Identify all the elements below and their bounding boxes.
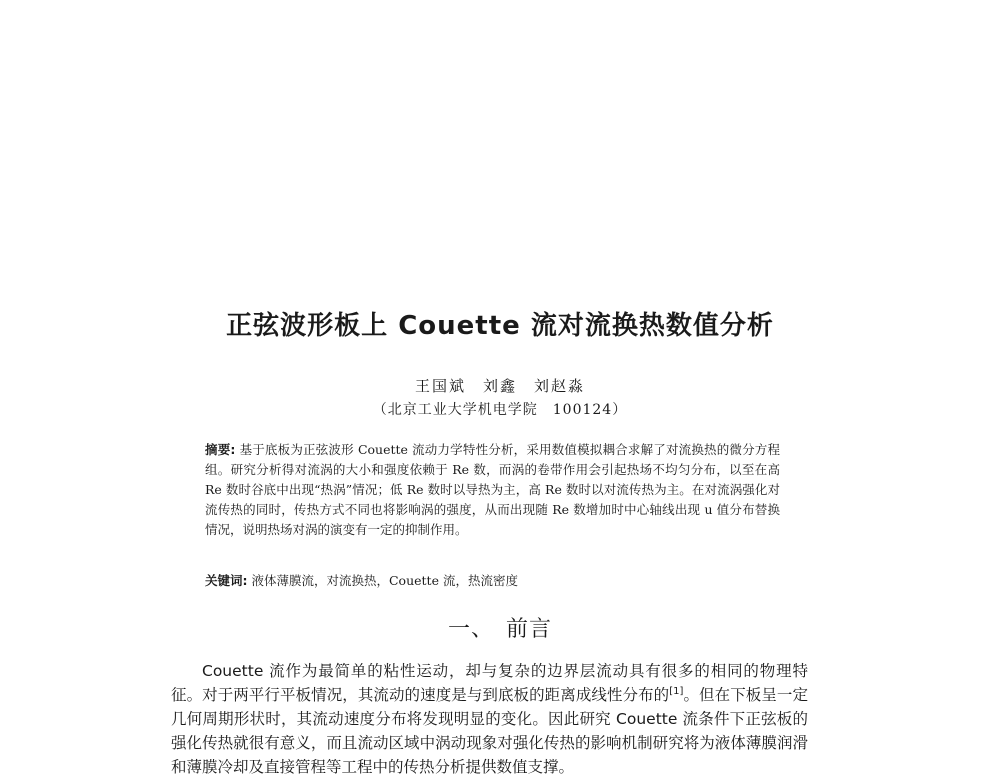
introduction-paragraph	[171, 659, 808, 779]
abstract	[205, 440, 780, 540]
section-heading-introduction: 一、 前言	[447, 617, 552, 642]
paper-authors: 王国斌 刘鑫 刘赵淼	[414, 377, 585, 395]
paper-title: 正弦波形板上 Couette 流对流换热数值分析	[226, 311, 774, 341]
citation-1: [1]	[669, 685, 684, 697]
keywords-label: 关键词:	[205, 573, 248, 588]
keywords	[205, 571, 780, 591]
abstract-label: 摘要:	[205, 442, 236, 457]
intro-text-part-2: 。但在下板呈一定几何周期形状时，其流动速度分布将发现明显的变化。因此研究 Couette 流条件下正弦板的强化传热就很有意义，而且流动区域中涡动现象对强化传热的影响机制研究将为液体薄膜润滑和薄膜冷却及直接管程等工程中的传热分析提供数值支撑。	[171, 686, 808, 776]
keywords-text: 液体薄膜流，对流换热，Couette 流，热流密度	[251, 573, 518, 588]
intro-text-part-1: Couette 流作为最简单的粘性运动，却与复杂的边界层流动具有很多的相同的物理特征。对于两平行平板情况，其流动的速度是与到底板的距离成线性分布的	[171, 662, 808, 704]
abstract-text: 基于底板为正弦波形 Couette 流动力学特性分析，采用数值模拟耦合求解了对流换热的微分方程组。研究分析得对流涡的大小和强度依赖于 Re 数，而涡的卷带作用会引起热场不均匀分布，以至在高 Re 数时谷底中出现“热涡”情况；低 Re 数时以导热为主，高 Re 数时以对流传热为主。在对流涡强化对流传热的同时，传热方式不同也将影响涡的强度，从而出现随 Re 数增加时中心轴线出现 u 值分布替换情况，说明热场对涡的演变有一定的抑制作用。	[205, 442, 780, 537]
author-affiliation: （北京工业大学机电学院 100124）	[372, 402, 628, 418]
